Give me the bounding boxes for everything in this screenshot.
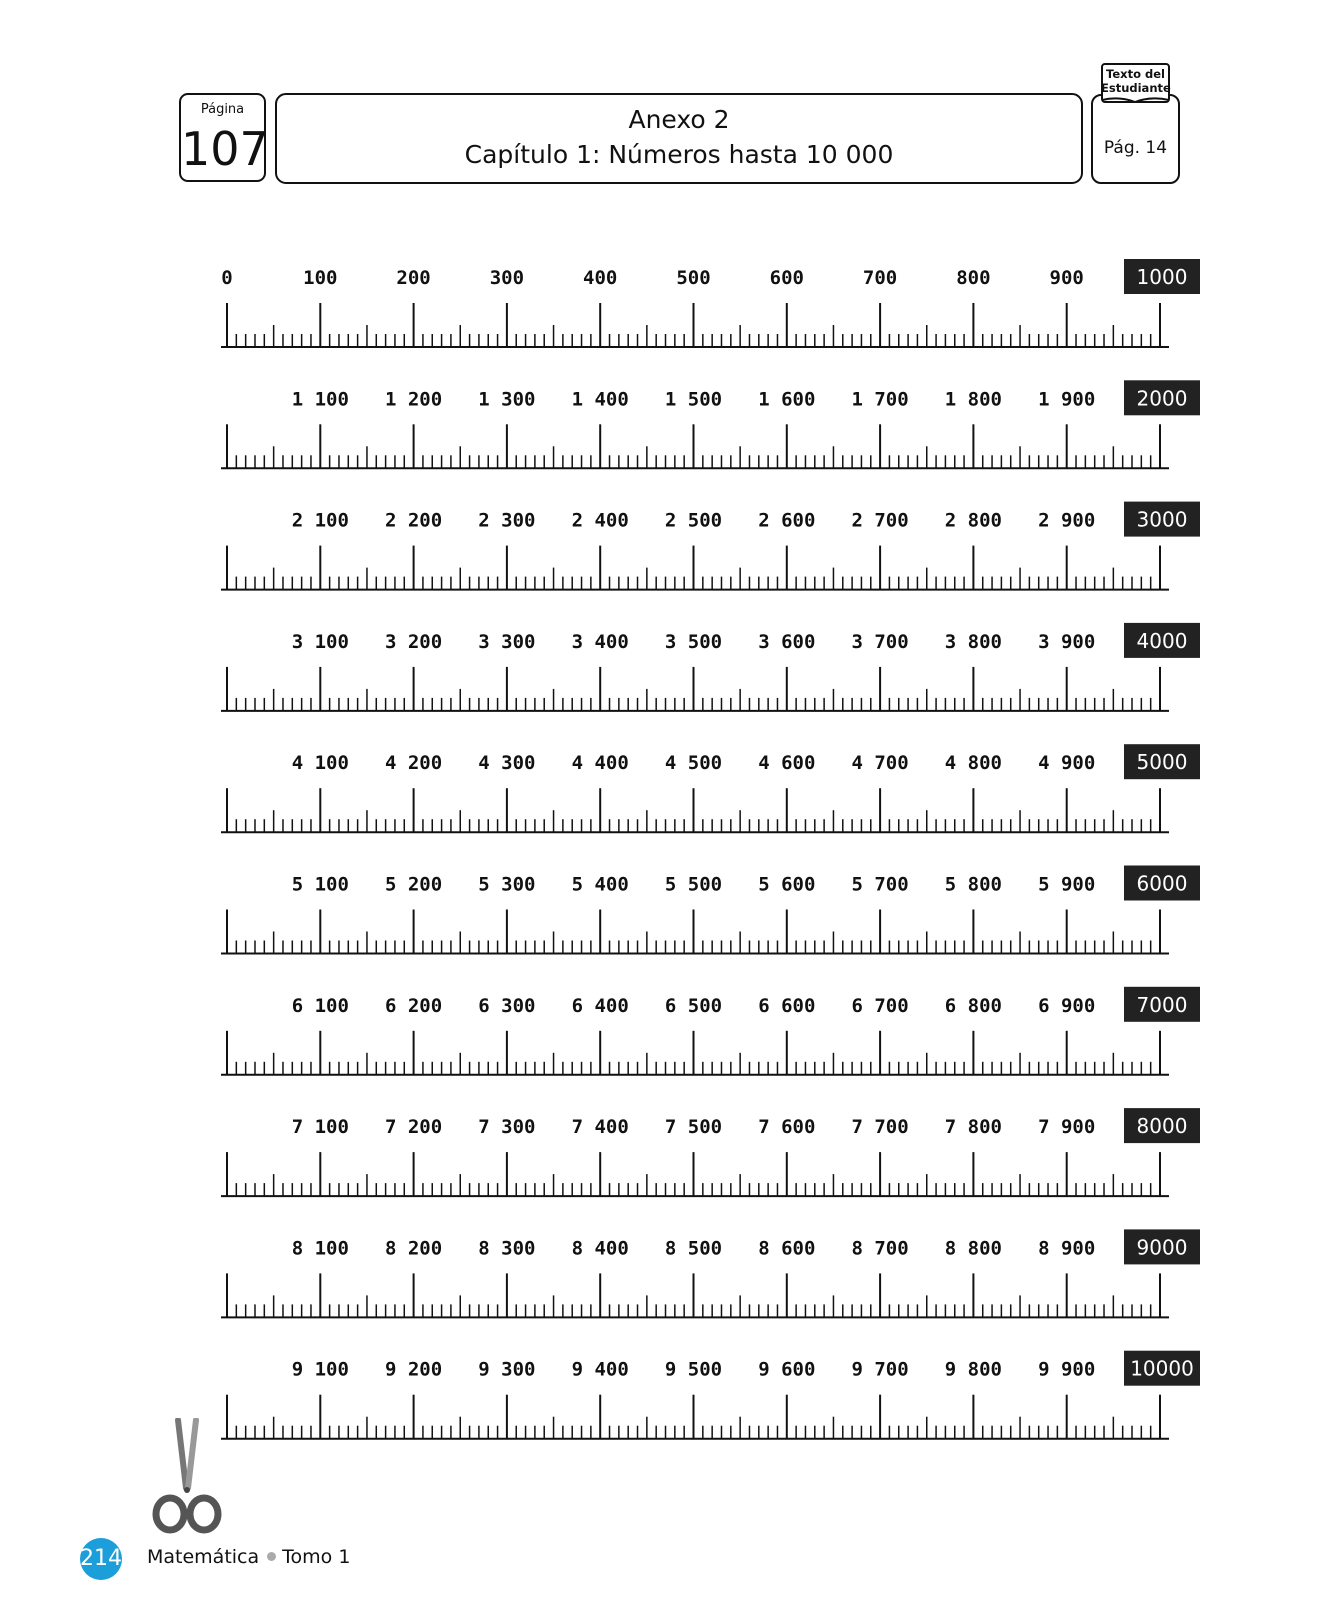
ruler-label: 2 400	[571, 509, 629, 532]
footer-page-number: 214	[80, 1538, 122, 1580]
footer-volume: Tomo 1	[282, 1546, 351, 1568]
ruler-label: 9 300	[478, 1358, 536, 1381]
ruler-label: 5 500	[664, 873, 723, 896]
ruler-label: 1 200	[384, 388, 443, 411]
ruler-label: 1 500	[664, 388, 723, 411]
ruler-label: 900	[1049, 267, 1084, 289]
ruler-label: 7 900	[1038, 1116, 1096, 1139]
ruler-label: 100	[303, 267, 338, 289]
ruler-label: 2 800	[944, 509, 1003, 532]
page-label: Página	[200, 102, 245, 117]
ruler-label: 7 300	[478, 1116, 536, 1139]
ruler-label: 9 700	[851, 1358, 909, 1381]
ruler-label: 8 700	[851, 1237, 909, 1260]
ruler-label: 7 700	[851, 1116, 909, 1139]
ruler-label: 1 700	[851, 388, 909, 411]
ruler-label: 4 100	[291, 752, 349, 775]
ruler-label: 8 500	[664, 1237, 723, 1260]
page-number: 107	[181, 122, 269, 176]
ruler-label: 600	[769, 267, 804, 289]
ruler-label: 6 700	[851, 994, 909, 1017]
ruler-end-label: 2000	[1136, 386, 1188, 411]
ruler-label: 7 600	[758, 1116, 816, 1139]
ruler-label: 4 300	[478, 752, 536, 775]
ruler-label: 4 400	[571, 752, 629, 775]
ruler-label: 3 900	[1038, 630, 1096, 653]
ruler-label: 9 100	[291, 1358, 349, 1381]
ruler-label: 8 300	[478, 1237, 536, 1260]
ruler-label: 9 200	[384, 1358, 443, 1381]
ruler-label: 5 600	[758, 873, 816, 896]
ruler-label: 6 800	[944, 994, 1003, 1017]
ruler-label: 4 800	[944, 752, 1003, 775]
page-subtitle: Capítulo 1: Números hasta 10 000	[464, 140, 894, 169]
ruler-label: 3 400	[571, 630, 629, 653]
ruler-label: 2 900	[1038, 509, 1096, 532]
ruler-label: 2 200	[384, 509, 443, 532]
ruler-label: 3 600	[758, 630, 816, 653]
ruler-end-label: 3000	[1136, 507, 1188, 532]
ruler-label: 4 900	[1038, 752, 1096, 775]
ruler-label: 9 600	[758, 1358, 816, 1381]
ruler-label: 1 800	[944, 388, 1003, 411]
ruler-label: 1 300	[478, 388, 536, 411]
ruler-label: 400	[583, 267, 618, 289]
ruler-label: 1 400	[571, 388, 629, 411]
ruler-label: 7 100	[291, 1116, 349, 1139]
ruler-label: 3 200	[384, 630, 443, 653]
ruler-label: 6 400	[571, 994, 629, 1017]
ruler-label: 3 500	[664, 630, 723, 653]
reference-book-label: Texto del Estudiante	[1101, 67, 1171, 95]
ruler-label: 1 900	[1038, 388, 1096, 411]
ruler-label: 8 400	[571, 1237, 629, 1260]
ruler-label: 7 400	[571, 1116, 629, 1139]
ruler-label: 8 100	[291, 1237, 349, 1260]
ruler-label: 5 700	[851, 873, 909, 896]
ruler-label: 5 100	[291, 873, 349, 896]
ruler-label: 500	[676, 267, 711, 289]
ruler-label: 9 500	[664, 1358, 723, 1381]
ruler-end-label: 7000	[1136, 992, 1188, 1017]
ruler-label: 3 800	[944, 630, 1003, 653]
ruler-label: 700	[862, 267, 898, 289]
ruler-label: 0	[221, 267, 233, 289]
footer-dot-separator	[267, 1552, 276, 1561]
footer-book: Matemática	[147, 1546, 260, 1568]
ruler-label: 800	[956, 267, 991, 289]
ruler-label: 4 700	[851, 752, 909, 775]
ruler-label: 5 800	[944, 873, 1003, 896]
ruler-label: 6 600	[758, 994, 816, 1017]
footer-book-info	[147, 1546, 350, 1568]
ruler-label: 1 600	[758, 388, 816, 411]
ruler-label: 200	[396, 267, 431, 289]
ruler-label: 8 800	[944, 1237, 1003, 1260]
ruler-end-label: 10000	[1130, 1356, 1194, 1381]
ruler-end-label: 6000	[1136, 871, 1188, 896]
scissors-icon	[152, 1418, 222, 1538]
ruler-label: 6 100	[291, 994, 349, 1017]
ruler-label: 4 600	[758, 752, 816, 775]
ruler-label: 6 500	[664, 994, 723, 1017]
ruler-label: 2 700	[851, 509, 909, 532]
ruler-label: 8 900	[1038, 1237, 1096, 1260]
ruler-end-label: 4000	[1136, 628, 1188, 653]
ruler-label: 5 400	[571, 873, 629, 896]
ruler-label: 6 900	[1038, 994, 1096, 1017]
ruler-label: 300	[489, 267, 525, 289]
ruler-label: 2 600	[758, 509, 816, 532]
page-title: Anexo 2	[628, 105, 730, 134]
ruler-label: 3 700	[851, 630, 909, 653]
ruler-label: 3 100	[291, 630, 349, 653]
reference-page: Pág. 14	[1103, 138, 1168, 158]
ruler-label: 9 800	[944, 1358, 1003, 1381]
ruler-label: 9 900	[1038, 1358, 1096, 1381]
ruler-end-label: 1000	[1136, 265, 1188, 289]
ruler-end-label: 8000	[1136, 1114, 1188, 1139]
ruler-label: 4 500	[664, 752, 723, 775]
ruler-end-label: 5000	[1136, 750, 1188, 775]
ruler-label: 7 500	[664, 1116, 723, 1139]
ruler-label: 5 300	[478, 873, 536, 896]
ruler-label: 2 300	[478, 509, 536, 532]
ruler-label: 4 200	[384, 752, 443, 775]
ruler-label: 2 100	[291, 509, 349, 532]
ruler-label: 6 300	[478, 994, 536, 1017]
ruler-label: 5 900	[1038, 873, 1096, 896]
ruler-end-label: 9000	[1136, 1235, 1188, 1260]
ruler-label: 3 300	[478, 630, 536, 653]
ruler-label: 5 200	[384, 873, 443, 896]
ruler-label: 9 400	[571, 1358, 629, 1381]
ruler-label: 7 200	[384, 1116, 443, 1139]
ruler-label: 8 200	[384, 1237, 443, 1260]
ruler-label: 6 200	[384, 994, 443, 1017]
ruler-label: 1 100	[291, 388, 349, 411]
ruler-label: 7 800	[944, 1116, 1003, 1139]
ruler-label: 2 500	[664, 509, 723, 532]
ruler-label: 8 600	[758, 1237, 816, 1260]
